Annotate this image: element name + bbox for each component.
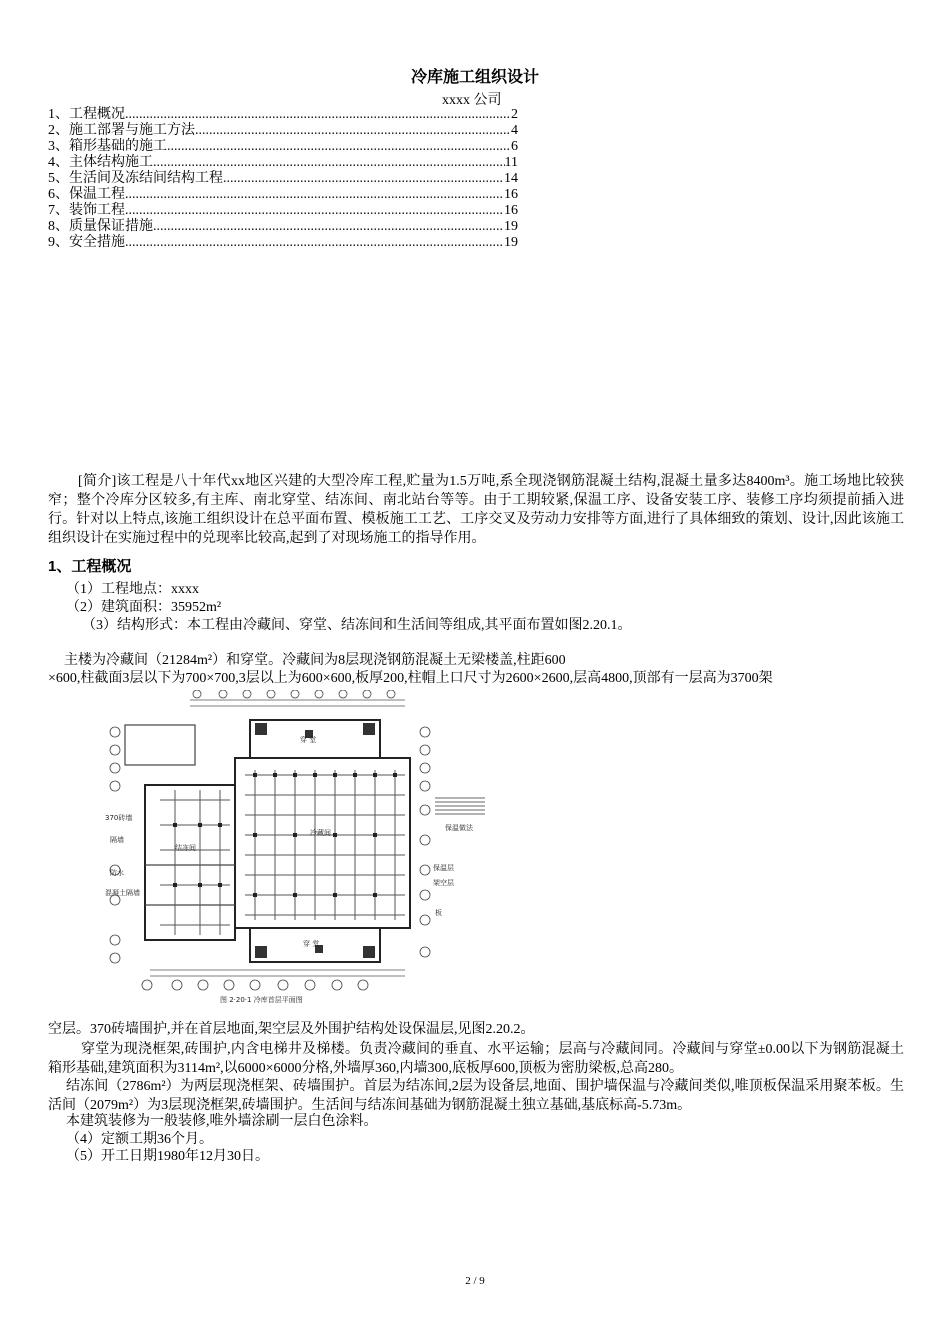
label-left2: 隔墙	[110, 836, 124, 844]
freezing-paragraph: 结冻间（2786m²）为两层现浇框架、砖墙围护。首层为结冻间,2层为设备层,地面、围护墙保温与冷藏间类似,唯顶板保温采用聚苯板。生活间（2079m²）为3层现浇框架,砖墙围护。生活间与结冻间基础为钢筋混凝土独立基础,基底标高-5.73m。	[48, 1079, 904, 1113]
toc-entry[interactable]: 7、装饰工程 ..... 16	[48, 203, 518, 219]
label-freeze-room: 结冻间	[175, 844, 196, 852]
toc-entry[interactable]: 8、质量保证措施 ..... 19	[48, 219, 518, 235]
label-left4: 混凝土隔墙	[105, 889, 140, 897]
label-right1: 保温层	[433, 864, 454, 872]
intro-paragraph: [简介]该工程是八十年代xx地区兴建的大型冷库工程,贮量为1.5万吨,系全现浇钢筋混凝土结构,混凝土量多达8400m³。施工场地比较狭窄；整个冷库分区较多,有主库、南北穿堂、结冻间、南北站台等等。由于工期较紧,保温工序、设备安装工序、装修工序均须提前插入进行。针对以上特点,该施工组织设计在总平面布置、模板施工工艺、工序交叉及劳动力安排等方面,进行了具体细致的策划、设计,因此该施工组织设计在实施过程中的兑现率比较高,起到了对现场施工的指导作用。	[48, 474, 904, 546]
construction-period: （4）定额工期36个月。	[66, 1132, 213, 1147]
label-cold-room: 冷藏间	[310, 829, 331, 837]
toc-entry[interactable]: 4、主体结构施工 ..... 11	[48, 155, 518, 171]
toc-entry[interactable]: 9、安全措施 ..... 19	[48, 235, 518, 251]
label-left1: 370砖墙	[105, 814, 133, 822]
label-detail: 保温做法	[445, 824, 473, 832]
toc-entry[interactable]: 6、保温工程 ..... 16	[48, 187, 518, 203]
toc-entry[interactable]: 5、生活间及冻结间结构工程 ..... 14	[48, 171, 518, 187]
floor-plan-figure	[105, 690, 490, 1010]
building-area: （2）建筑面积：35952m²	[66, 600, 222, 615]
structure-form: （3）结构形式：本工程由冷藏间、穿堂、结冻间和生活间等组成,其平面布置如图2.20.1。	[82, 618, 632, 633]
toc-entry[interactable]: 3、箱形基础的施工 ..... 6	[48, 139, 518, 155]
toc-entry[interactable]: 2、施工部署与施工方法 ..... 4	[48, 123, 518, 139]
corridor-paragraph: 穿堂为现浇框架,砖围护,内含电梯井及梯楼。负责冷藏间的垂直、水平运输；层高与冷藏间同。冷藏间与穿堂±0.00以下为钢筋混凝土箱形基础,建筑面积为3114m²,以6000×6000分格,外墙厚360,内墙300,底板厚600,顶板为密肋梁板,总高280。	[48, 1042, 904, 1076]
figure-caption: 图 2·20·1 冷库首层平面图	[220, 996, 303, 1004]
company-name: xxxx 公司	[442, 93, 502, 108]
page-number: 2 / 9	[465, 1275, 485, 1287]
project-location: （1）工程地点：xxxx	[66, 582, 199, 597]
label-corridor-south: 穿 堂	[303, 940, 320, 948]
label-corridor: 穿 堂	[300, 736, 317, 744]
after-figure-text: 空层。370砖墙围护,并在首层地面,架空层及外围护结构处设保温层,见图2.20.2。	[48, 1022, 535, 1037]
label-right2: 架空层	[433, 879, 454, 887]
label-right3: 板	[435, 909, 442, 917]
main-building-line2: ×600,柱截面3层以下为700×700,3层以上为600×600,板厚200,柱帽上口尺寸为2600×2600,层高4800,顶部有一层高为3700架	[48, 671, 773, 686]
table-of-contents	[48, 107, 518, 251]
main-building-line1: 主楼为冷藏间（21284m²）和穿堂。冷藏间为8层现浇钢筋混凝土无梁楼盖,柱距600	[64, 653, 566, 668]
label-left3: 防水	[110, 869, 124, 877]
decoration-text: 本建筑装修为一般装修,唯外墙涂刷一层白色涂料。	[66, 1114, 378, 1129]
document-title: 冷库施工组织设计	[410, 69, 539, 86]
section-heading: 1、工程概况	[48, 558, 132, 575]
toc-entry[interactable]: 1、工程概况 ..... 2	[48, 107, 518, 123]
start-date: （5）开工日期1980年12月30日。	[66, 1149, 269, 1164]
